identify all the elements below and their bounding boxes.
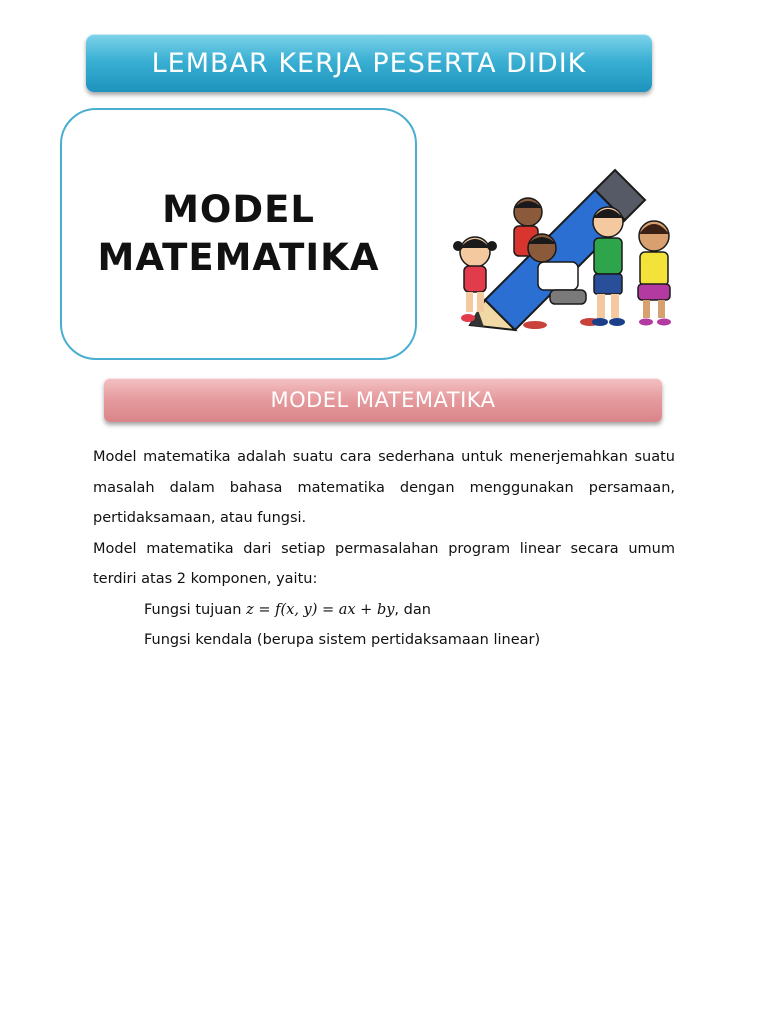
list-item-constraint-function: Fungsi kendala (berupa sistem pertidaksamaan linear)	[144, 632, 541, 648]
banner-title: LEMBAR KERJA PESERTA DIDIK	[151, 47, 587, 79]
child-figure-icon	[638, 221, 671, 326]
paragraph-components: Model matematika dari setiap permasalahan program linear secara umum terdiri atas 2 komponen, yaitu:	[93, 540, 675, 587]
paragraph-definition: Model matematika adalah suatu cara sederhana untuk menerjemahkan suatu masalah dalam bahasa matematika dengan menggunakan persamaan, pertidaksamaan, atau fungsi.	[93, 449, 675, 526]
objective-label: Fungsi tujuan	[144, 601, 247, 618]
header-banner	[86, 34, 652, 92]
list-item-objective-function	[93, 595, 675, 626]
content-body	[93, 442, 675, 656]
objective-suffix: , dan	[394, 601, 431, 618]
title-line-2: MATEMATIKA	[97, 236, 380, 279]
section-heading: MODEL MATEMATIKA	[270, 388, 496, 412]
children-pencil-illustration	[440, 150, 700, 340]
child-figure-icon	[592, 207, 625, 326]
title-line-1: MODEL	[162, 188, 315, 231]
objective-formula: z = f(x, y) = ax + by	[246, 601, 395, 618]
section-banner	[104, 378, 662, 422]
title-card	[60, 108, 417, 360]
